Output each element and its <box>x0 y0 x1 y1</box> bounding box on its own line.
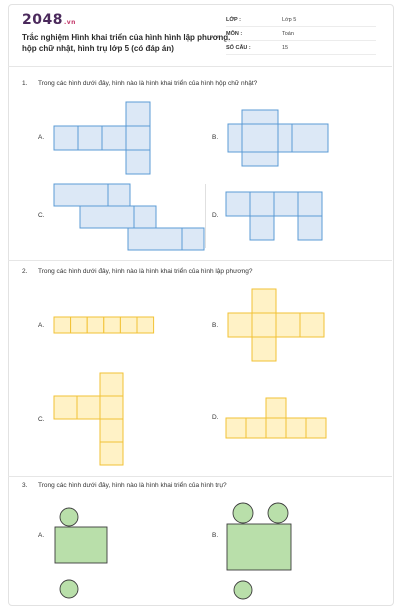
question-3-number: 3. <box>22 482 28 489</box>
meta-subject-key: MÔN : <box>226 31 243 37</box>
meta-grade-value: Lớp 5 <box>282 17 297 23</box>
q2-option-d-net[interactable] <box>226 398 330 440</box>
net-face <box>278 124 292 152</box>
question-2-number: 2. <box>22 268 28 275</box>
question-1-text: Trong các hình dưới đây, hình nào là hình khai triển của hình hộp chữ nhật? <box>38 80 258 87</box>
net-face <box>100 396 123 419</box>
net-face <box>252 313 276 337</box>
net-face <box>298 216 322 240</box>
q2-option-b-label[interactable]: B. <box>212 322 219 329</box>
net-face <box>100 373 123 396</box>
q3-option-a-label[interactable]: A. <box>38 532 45 539</box>
net-face <box>100 442 123 465</box>
net-face <box>300 313 324 337</box>
q2-option-c-net[interactable] <box>54 373 126 467</box>
meta-grade-key: LỚP : <box>226 17 241 23</box>
net-face <box>252 289 276 313</box>
question-1-number: 1. <box>22 80 28 87</box>
net-face <box>252 337 276 361</box>
q2-option-d-label[interactable]: D. <box>212 414 219 421</box>
net-face <box>128 228 182 250</box>
net-face <box>71 317 88 333</box>
net-face <box>126 102 150 126</box>
q1-divider <box>8 260 392 261</box>
net-face <box>54 126 78 150</box>
question-2-text: Trong các hình dưới đây, hình nào là hình khai triển của hình lập phương? <box>38 268 253 275</box>
net-face <box>108 184 130 206</box>
net-face <box>266 398 286 418</box>
net-face <box>274 192 298 216</box>
net-face <box>102 126 126 150</box>
net-face <box>298 192 322 216</box>
net-face <box>226 418 246 438</box>
q1-option-d-net[interactable] <box>226 192 322 242</box>
net-face <box>137 317 154 333</box>
net-base-circle <box>268 503 288 523</box>
meta-count-value: 15 <box>282 45 289 51</box>
q2-option-b-net[interactable] <box>228 289 328 363</box>
net-face <box>78 126 102 150</box>
q2-option-a-net[interactable] <box>54 317 156 335</box>
net-face <box>54 317 71 333</box>
net-face <box>228 313 252 337</box>
net-face <box>80 206 134 228</box>
net-lateral-face <box>55 527 107 563</box>
net-face <box>246 418 266 438</box>
meta-count <box>226 42 376 55</box>
q1-option-b-net[interactable] <box>228 110 330 166</box>
q1-option-c-label[interactable]: C. <box>38 212 45 219</box>
meta-grade <box>226 14 376 27</box>
meta-subject-value: Toán <box>282 31 294 37</box>
net-base-circle <box>60 580 78 598</box>
net-face <box>242 152 278 166</box>
question-3-text: Trong các hình dưới đây, hình nào là hình khai triển của hình trụ? <box>38 482 227 489</box>
net-face <box>292 124 328 152</box>
net-face <box>226 192 250 216</box>
net-face <box>120 317 137 333</box>
net-face <box>104 317 121 333</box>
meta-count-key: SỐ CÂU : <box>226 45 251 51</box>
net-face <box>286 418 306 438</box>
net-face <box>54 184 108 206</box>
q3-option-b-net[interactable] <box>226 502 294 600</box>
worksheet-title: Trắc nghiệm Hình khai triển của hình hình lập phương, hộp chữ nhật, hình trụ lớp 5 (có đáp án) <box>22 33 231 53</box>
q2-divider <box>8 476 392 477</box>
q1-option-d-label[interactable]: D. <box>212 212 219 219</box>
net-base-circle <box>234 581 252 599</box>
net-face <box>126 150 150 174</box>
net-base-circle <box>233 503 253 523</box>
net-face <box>250 192 274 216</box>
q2-option-c-label[interactable]: C. <box>38 416 45 423</box>
meta-subject <box>226 28 376 41</box>
question-3 <box>22 482 227 489</box>
net-face <box>228 124 242 152</box>
q1-option-b-label[interactable]: B. <box>212 134 219 141</box>
net-face <box>126 126 150 150</box>
net-face <box>242 124 278 152</box>
net-lateral-face <box>227 524 291 570</box>
site-logo[interactable]: 2048.vn <box>22 12 76 28</box>
q3-option-b-label[interactable]: B. <box>212 532 219 539</box>
net-face <box>306 418 326 438</box>
header-divider <box>8 66 392 67</box>
net-face <box>276 313 300 337</box>
net-face <box>77 396 100 419</box>
net-face <box>266 418 286 438</box>
q2-option-a-label[interactable]: A. <box>38 322 45 329</box>
net-base-circle <box>60 508 78 526</box>
net-face <box>250 216 274 240</box>
net-face <box>87 317 104 333</box>
q1-option-c-net[interactable] <box>54 184 206 252</box>
q1-option-a-label[interactable]: A. <box>38 134 45 141</box>
net-face <box>182 228 204 250</box>
question-1 <box>22 80 257 87</box>
net-face <box>242 110 278 124</box>
net-face <box>54 396 77 419</box>
question-2 <box>22 268 253 275</box>
q1-option-a-net[interactable] <box>54 102 154 174</box>
q3-option-a-net[interactable] <box>54 507 110 600</box>
net-face <box>134 206 156 228</box>
net-face <box>100 419 123 442</box>
